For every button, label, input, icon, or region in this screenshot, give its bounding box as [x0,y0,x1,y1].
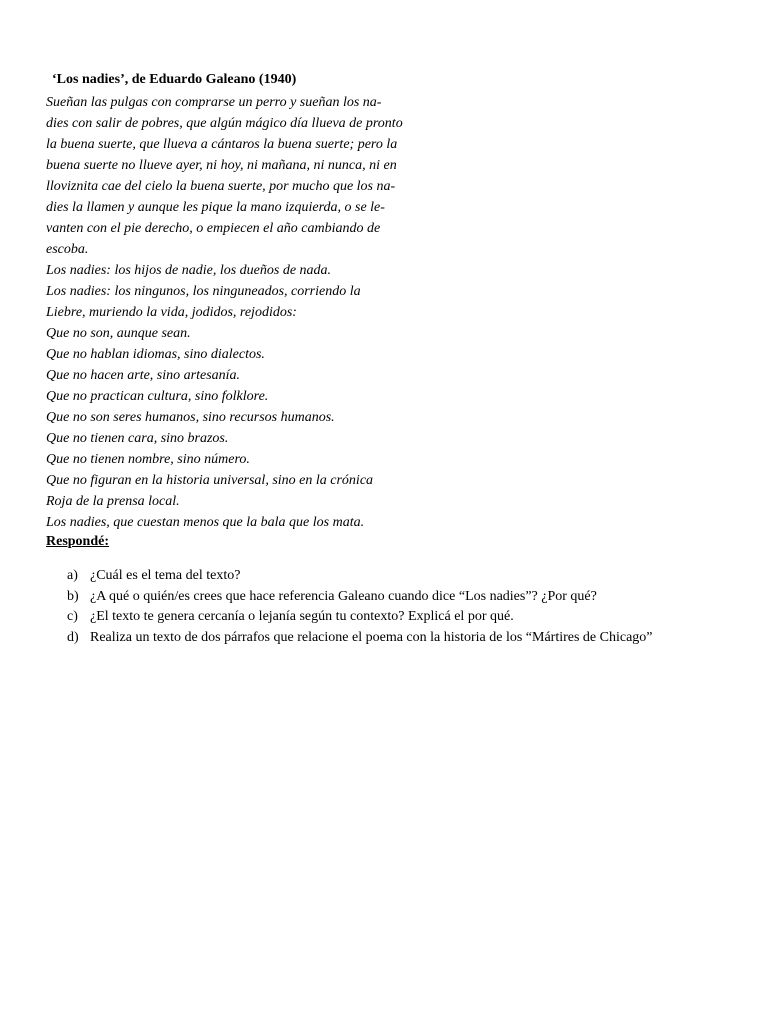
question-item [67,607,653,628]
question-letter: a) [67,568,78,583]
poem-line: la buena suerte, que llueva a cántaros la buena suerte; pero la [46,137,398,152]
poem-line: Sueñan las pulgas con comprarse un perro y sueñan los na- [46,95,382,110]
poem-line: Que no son, aunque sean. [46,326,191,341]
question-letter: d) [67,629,79,645]
poem-line: Que no figuran en la historia universal, sino en la crónica [46,473,374,488]
poem-line: Que no hablan idiomas, sino dialectos. [46,347,265,362]
poem-line: vanten con el pie derecho, o empiecen el año cambiando de [46,221,381,236]
questions-list [67,566,653,648]
question-text: ¿Cuál es el tema del texto? [90,568,241,583]
poem-line: Que no practican cultura, sino folklore. [46,389,269,404]
poem-line: Que no tienen nombre, sino número. [46,452,250,467]
poem-line: dies con salir de pobres, que algún mágico día llueva de pronto [46,116,403,131]
poem-line: escoba. [46,242,89,257]
poem-line: Que no hacen arte, sino artesanía. [46,368,241,383]
question-item [67,587,653,608]
question-text: Realiza un texto de dos párrafos que relacione el poema con la historia de los “Mártires de Chicago” [90,629,653,645]
question-letter: c) [67,609,78,624]
poem-line: Los nadies: los hijos de nadie, los dueños de nada. [46,263,332,278]
poem-text [46,92,446,533]
question-item [67,566,653,587]
poem-line: Que no son seres humanos, sino recursos humanos. [46,410,335,425]
document-title: ‘Los nadies’, de Eduardo Galeano (1940) [52,72,297,87]
poem-line: Liebre, muriendo la vida, jodidos, rejodidos: [46,305,297,320]
question-text: ¿El texto te genera cercanía o lejanía según tu contexto? Explicá el por qué. [90,609,514,624]
poem-line: lloviznita cae del cielo la buena suerte, por mucho que los na- [46,179,396,194]
question-item [67,628,653,649]
question-text: ¿A qué o quién/es crees que hace referencia Galeano cuando dice “Los nadies”? ¿Por qué? [90,588,597,604]
poem-line: Los nadies, que cuestan menos que la bala que los mata. [46,515,365,530]
poem-line: buena suerte no llueve ayer, ni hoy, ni mañana, ni nunca, ni en [46,158,397,173]
question-letter: b) [67,588,79,604]
poem-line: Roja de la prensa local. [46,494,180,509]
respond-heading: Respondé: [46,534,110,549]
poem-line: dies la llamen y aunque les pique la mano izquierda, o se le- [46,200,385,215]
poem-line: Que no tienen cara, sino brazos. [46,431,229,446]
poem-line: Los nadies: los ningunos, los ninguneados, corriendo la [46,284,361,299]
